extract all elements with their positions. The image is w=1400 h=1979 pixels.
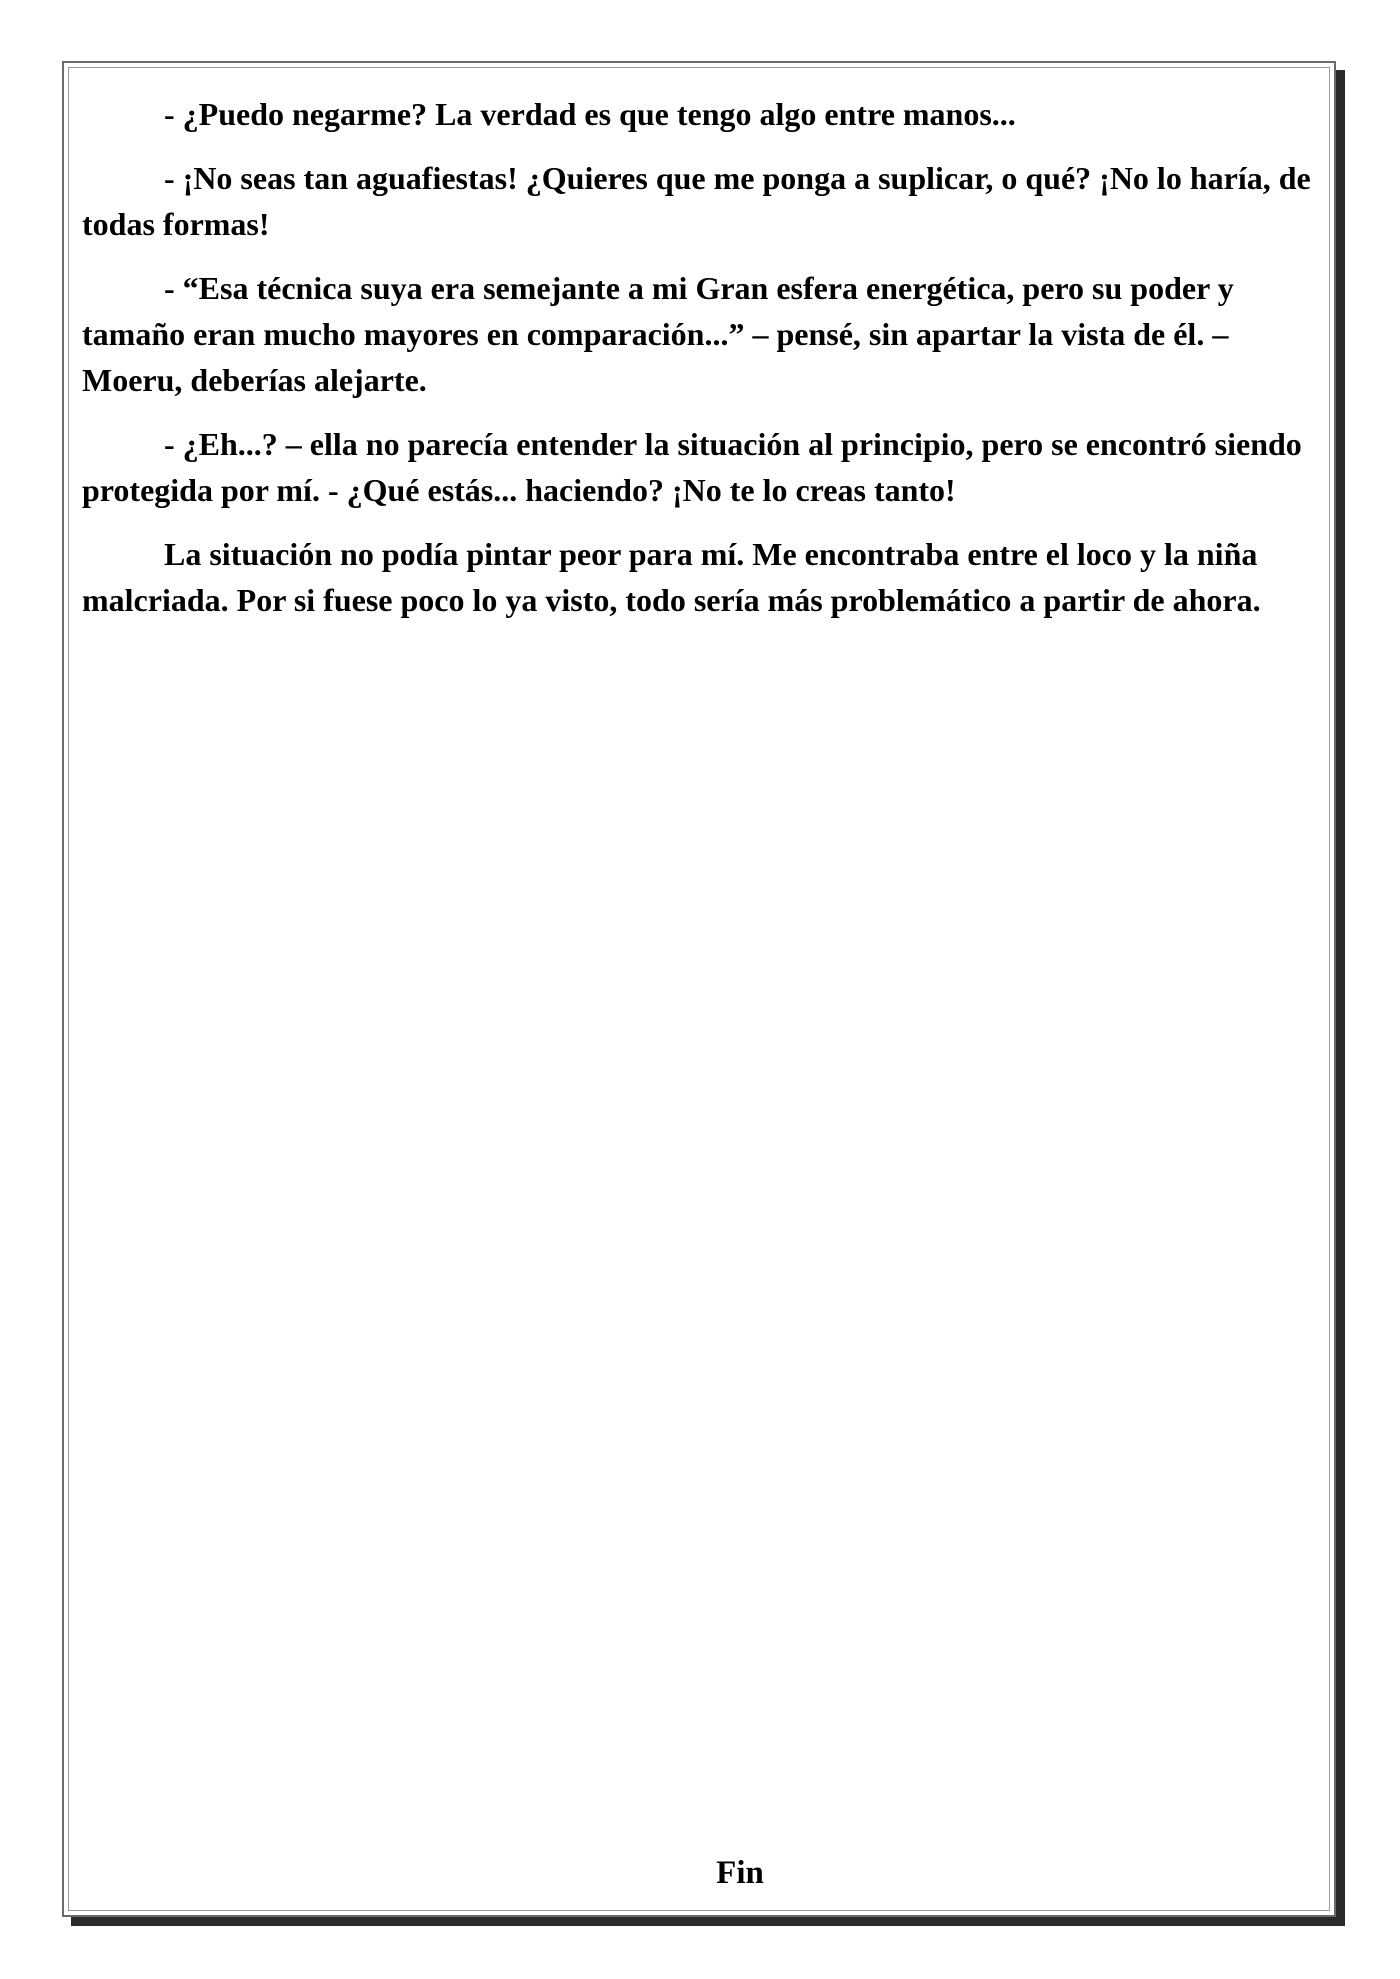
paragraph: - ¡No seas tan aguafiestas! ¿Quieres que me ponga a suplicar, o qué? ¡No lo haría, de todas formas! [82, 160, 1311, 242]
paragraph: La situación no podía pintar peor para mí. Me encontraba entre el loco y la niña malcriada. Por si fuese poco lo ya visto, todo sería más problemático a partir de ahora. [82, 536, 1261, 618]
end-label: Fin [716, 1855, 764, 1891]
paragraph: - ¿Puedo negarme? La verdad es que tengo algo entre manos... [164, 96, 1016, 132]
paragraph: - ¿Eh...? – ella no parecía entender la situación al principio, pero se encontró siendo protegida por mí. - ¿Qué estás... haciendo? ¡No te lo creas tanto! [82, 426, 1302, 508]
document-body [82, 91, 1312, 641]
paragraph: - “Esa técnica suya era semejante a mi Gran esfera energética, pero su poder y tamaño eran mucho mayores en comparación...” – pensé, sin apartar la vista de él. – Moeru, deberías alejarte. [82, 270, 1234, 398]
